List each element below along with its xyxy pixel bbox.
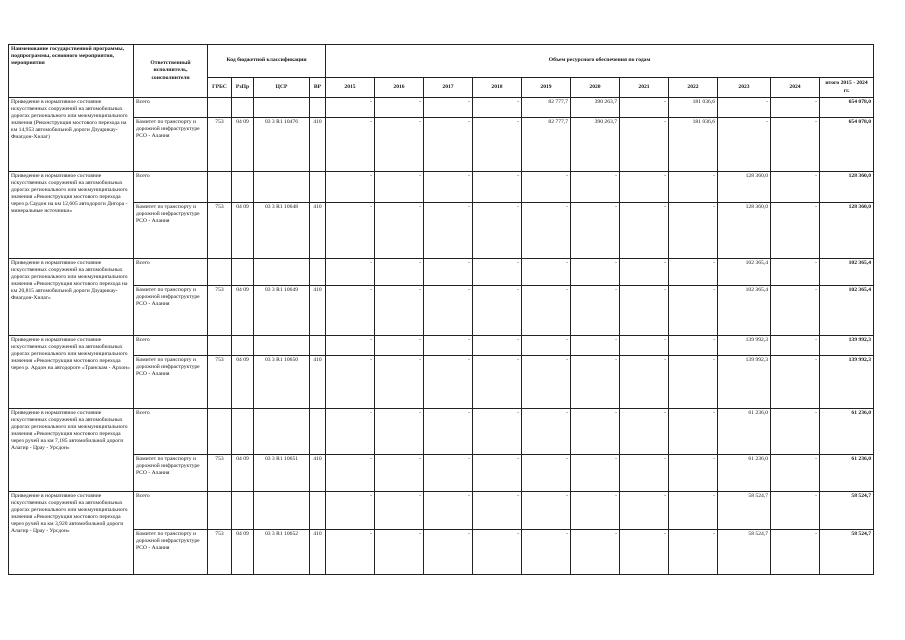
year-value: - [620,356,669,409]
year-value: - [571,409,620,455]
year-value: - [424,356,473,409]
year-value: - [375,203,424,259]
year-value: - [375,455,424,492]
kbk-empty [254,409,310,455]
header-years-group: Объем ресурсного обеспечения по годам [326,45,874,78]
total-label: Всего [134,409,208,455]
header-total: итого 2015 - 2024 гг. [820,78,874,98]
year-value: - [326,455,375,492]
year-value: - [375,336,424,356]
year-value: - [669,286,718,336]
row-sum: 58 524,7 [820,492,874,530]
table-row [9,172,874,203]
table-row [9,455,874,492]
year-value: - [326,356,375,409]
kbk-empty [254,98,310,118]
header-year: 2015 [326,78,375,98]
header-grbs: ГРБС [208,78,232,98]
table-row [9,98,874,118]
vr-code: 410 [310,356,326,409]
table-row [9,286,874,336]
csr-code: 03 3 R1 10652 [254,530,310,575]
header-year: 2021 [620,78,669,98]
year-value: 61 236,0 [718,455,771,492]
year-value: - [473,259,522,286]
year-value: - [571,203,620,259]
year-value: - [771,409,820,455]
year-value: - [424,336,473,356]
year-value: 128 360,0 [718,203,771,259]
year-value: - [669,336,718,356]
kbk-empty [232,259,254,286]
kbk-empty [310,336,326,356]
kbk-empty [254,259,310,286]
header-year: 2023 [718,78,771,98]
year-value: - [771,455,820,492]
year-value: - [473,203,522,259]
measure-name: Приведение в нормативное состояние искусственных сооружений на автомобильных дорогах регионального или межмуниципального значения «Реконструкция мостового перехода через ручей на км 3,920 автомобильной дороги Алагир - Црау - Урсдон» [9,492,134,575]
vr-code: 410 [310,118,326,172]
year-value: - [522,336,571,356]
kbk-empty [232,172,254,203]
row-sum: 102 365,4 [820,286,874,336]
header-rzpr: РзПр [232,78,254,98]
year-value: - [424,118,473,172]
header-year: 2018 [473,78,522,98]
row-sum: 128 360,0 [820,172,874,203]
row-sum: 58 524,7 [820,530,874,575]
year-value: - [771,118,820,172]
year-value: - [522,259,571,286]
responsible-executor: Комитет по транспорту и дорожной инфраструктуре РСО - Алания [134,286,208,336]
year-value: - [620,409,669,455]
year-value: - [669,356,718,409]
kbk-empty [254,492,310,530]
year-value: 58 524,7 [718,492,771,530]
measure-name: Приведение в нормативное состояние искусственных сооружений на автомобильных дорогах регионального или межмуниципального значения (Реконструкция мостового перехода на км 14,953 автомобильной дороги Дзуарикау-Фиагдон-Хилаг) [9,98,134,172]
responsible-executor: Комитет по транспорту и дорожной инфраструктуре РСО - Алания [134,530,208,575]
year-value: - [620,98,669,118]
measure-name: Приведение в нормативное состояние искусственных сооружений на автомобильных дорогах регионального или межмуниципального значения «Реконструкция мостового перехода через р.Саудон на км 12,605 автодороги Дигора - минеральные источники» [9,172,134,259]
rzpr-code: 04 09 [232,356,254,409]
year-value: - [473,286,522,336]
table-row [9,336,874,356]
year-value: - [620,530,669,575]
kbk-empty [254,336,310,356]
table-row [9,409,874,455]
csr-code: 03 3 R1 10651 [254,455,310,492]
year-value: - [424,492,473,530]
year-value: - [522,286,571,336]
year-value: - [424,286,473,336]
year-value: 102 365,4 [718,259,771,286]
total-label: Всего [134,259,208,286]
table-row [9,118,874,172]
resource-allocation-table [8,44,874,575]
responsible-executor: Комитет по транспорту и дорожной инфраструктуре РСО - Алания [134,118,208,172]
year-value: - [424,530,473,575]
year-value: - [771,172,820,203]
grbs-code: 753 [208,203,232,259]
kbk-empty [208,172,232,203]
year-value: - [771,492,820,530]
year-value: - [375,356,424,409]
year-value: - [375,409,424,455]
kbk-empty [310,172,326,203]
year-value: - [771,259,820,286]
year-value: - [326,409,375,455]
year-value: - [473,356,522,409]
year-value: 181 036,6 [669,118,718,172]
kbk-empty [310,98,326,118]
year-value: - [522,356,571,409]
year-value: 82 777,7 [522,98,571,118]
year-value: - [326,286,375,336]
grbs-code: 753 [208,356,232,409]
grbs-code: 753 [208,530,232,575]
year-value: 58 524,7 [718,530,771,575]
year-value: - [669,203,718,259]
year-value: - [571,172,620,203]
year-value: - [473,409,522,455]
grbs-code: 753 [208,286,232,336]
measure-name: Приведение в нормативное состояние искусственных сооружений на автомобильных дорогах регионального или межмуниципального значения «Реконструкция мостового перехода через р. Ардон на автодороге «Транскам - Архон» [9,336,134,409]
rzpr-code: 04 09 [232,118,254,172]
year-value: - [718,98,771,118]
year-value: - [571,530,620,575]
header-kbk-group: Код бюджетной классификации [208,45,326,78]
header-vr: ВР [310,78,326,98]
year-value: - [669,409,718,455]
year-value: - [473,455,522,492]
kbk-empty [208,409,232,455]
kbk-empty [208,259,232,286]
year-value: - [326,118,375,172]
year-value: - [669,172,718,203]
kbk-empty [310,409,326,455]
year-value: - [571,356,620,409]
year-value: - [473,492,522,530]
year-value: - [375,530,424,575]
year-value: - [522,172,571,203]
header-year: 2017 [424,78,473,98]
year-value: - [326,259,375,286]
year-value: - [771,286,820,336]
year-value: - [424,203,473,259]
year-value: - [571,286,620,336]
year-value: - [669,530,718,575]
kbk-empty [232,98,254,118]
responsible-executor: Комитет по транспорту и дорожной инфраструктуре РСО - Алания [134,203,208,259]
year-value: - [424,172,473,203]
table-row [9,259,874,286]
year-value: 139 992,3 [718,336,771,356]
vr-code: 410 [310,530,326,575]
header-responsible: Ответственный исполнитель, соисполнители [134,45,208,98]
year-value: 181 036,6 [669,98,718,118]
year-value: 102 365,4 [718,286,771,336]
year-value: - [375,492,424,530]
row-sum: 102 365,4 [820,259,874,286]
row-sum: 61 236,0 [820,409,874,455]
rzpr-code: 04 09 [232,203,254,259]
year-value: 61 236,0 [718,409,771,455]
kbk-empty [232,409,254,455]
year-value: - [522,203,571,259]
year-value: - [375,118,424,172]
grbs-code: 753 [208,455,232,492]
header-year: 2016 [375,78,424,98]
year-value: - [669,455,718,492]
vr-code: 410 [310,286,326,336]
year-value: 128 360,0 [718,172,771,203]
year-value: - [326,98,375,118]
kbk-empty [232,492,254,530]
year-value: 82 777,7 [522,118,571,172]
total-label: Всего [134,98,208,118]
budget-table-sheet [8,44,874,575]
csr-code: 03 3 R1 10649 [254,286,310,336]
year-value: - [522,455,571,492]
table-row [9,356,874,409]
year-value: - [326,492,375,530]
grbs-code: 753 [208,118,232,172]
year-value: - [375,259,424,286]
responsible-executor: Комитет по транспорту и дорожной инфраструктуре РСО - Алания [134,455,208,492]
year-value: - [620,336,669,356]
year-value: - [522,409,571,455]
year-value: - [326,530,375,575]
row-sum: 128 360,0 [820,203,874,259]
year-value: - [571,492,620,530]
year-value: - [620,492,669,530]
year-value: - [424,409,473,455]
year-value: - [571,259,620,286]
year-value: - [473,98,522,118]
rzpr-code: 04 09 [232,455,254,492]
row-sum: 61 236,0 [820,455,874,492]
vr-code: 410 [310,203,326,259]
table-row [9,530,874,575]
year-value: - [620,203,669,259]
year-value: - [473,172,522,203]
year-value: - [669,259,718,286]
year-value: - [718,118,771,172]
kbk-empty [310,492,326,530]
year-value: - [771,98,820,118]
header-csr: ЦСР [254,78,310,98]
rzpr-code: 04 09 [232,286,254,336]
measure-name: Приведение в нормативное состояние искусственных сооружений на автомобильных дорогах регионального или межмуниципального значения «Реконструкция мостового перехода на км 20,815 автомобильной дороги Дзуарикау-Фиагдон-Хилаг» [9,259,134,336]
year-value: - [473,336,522,356]
kbk-empty [254,172,310,203]
year-value: - [473,530,522,575]
year-value: - [424,455,473,492]
year-value: - [669,492,718,530]
total-label: Всего [134,172,208,203]
responsible-executor: Комитет по транспорту и дорожной инфраструктуре РСО - Алания [134,356,208,409]
row-sum: 139 992,3 [820,356,874,409]
table-row [9,492,874,530]
year-value: 390 263,7 [571,118,620,172]
header-year: 2022 [669,78,718,98]
year-value: - [620,259,669,286]
kbk-empty [208,98,232,118]
csr-code: 03 3 R1 10476 [254,118,310,172]
header-year: 2020 [571,78,620,98]
row-sum: 654 078,0 [820,118,874,172]
year-value: - [620,118,669,172]
total-label: Всего [134,492,208,530]
year-value: - [620,172,669,203]
year-value: - [522,492,571,530]
kbk-empty [208,336,232,356]
kbk-empty [310,259,326,286]
year-value: - [571,336,620,356]
table-body [9,98,874,575]
measure-name: Приведение в нормативное состояние искусственных сооружений на автомобильных дорогах регионального или межмуниципального значения «Реконструкция мостового перехода через ручей на км 7,185 автомобильной дороги Алагир - Црау - Урсдон» [9,409,134,492]
year-value: - [326,336,375,356]
header-name: Наименование государственной программы, подпрограммы, основного мероприятия, мероприятия [9,45,134,98]
year-value: - [424,259,473,286]
row-sum: 654 078,0 [820,98,874,118]
kbk-empty [232,336,254,356]
year-value: - [771,203,820,259]
year-value: - [424,98,473,118]
csr-code: 03 3 R1 10650 [254,356,310,409]
year-value: - [571,455,620,492]
year-value: - [375,172,424,203]
table-row [9,203,874,259]
year-value: - [326,172,375,203]
year-value: - [375,286,424,336]
year-value: - [620,286,669,336]
year-value: - [771,530,820,575]
year-value: - [326,203,375,259]
year-value: - [620,455,669,492]
header-year: 2019 [522,78,571,98]
csr-code: 03 3 R1 10648 [254,203,310,259]
total-label: Всего [134,336,208,356]
year-value: 390 263,7 [571,98,620,118]
year-value: - [771,356,820,409]
year-value: - [375,98,424,118]
year-value: - [473,118,522,172]
row-sum: 139 992,3 [820,336,874,356]
year-value: 139 992,3 [718,356,771,409]
year-value: - [771,336,820,356]
rzpr-code: 04 09 [232,530,254,575]
vr-code: 410 [310,455,326,492]
kbk-empty [208,492,232,530]
header-year: 2024 [771,78,820,98]
year-value: - [522,530,571,575]
